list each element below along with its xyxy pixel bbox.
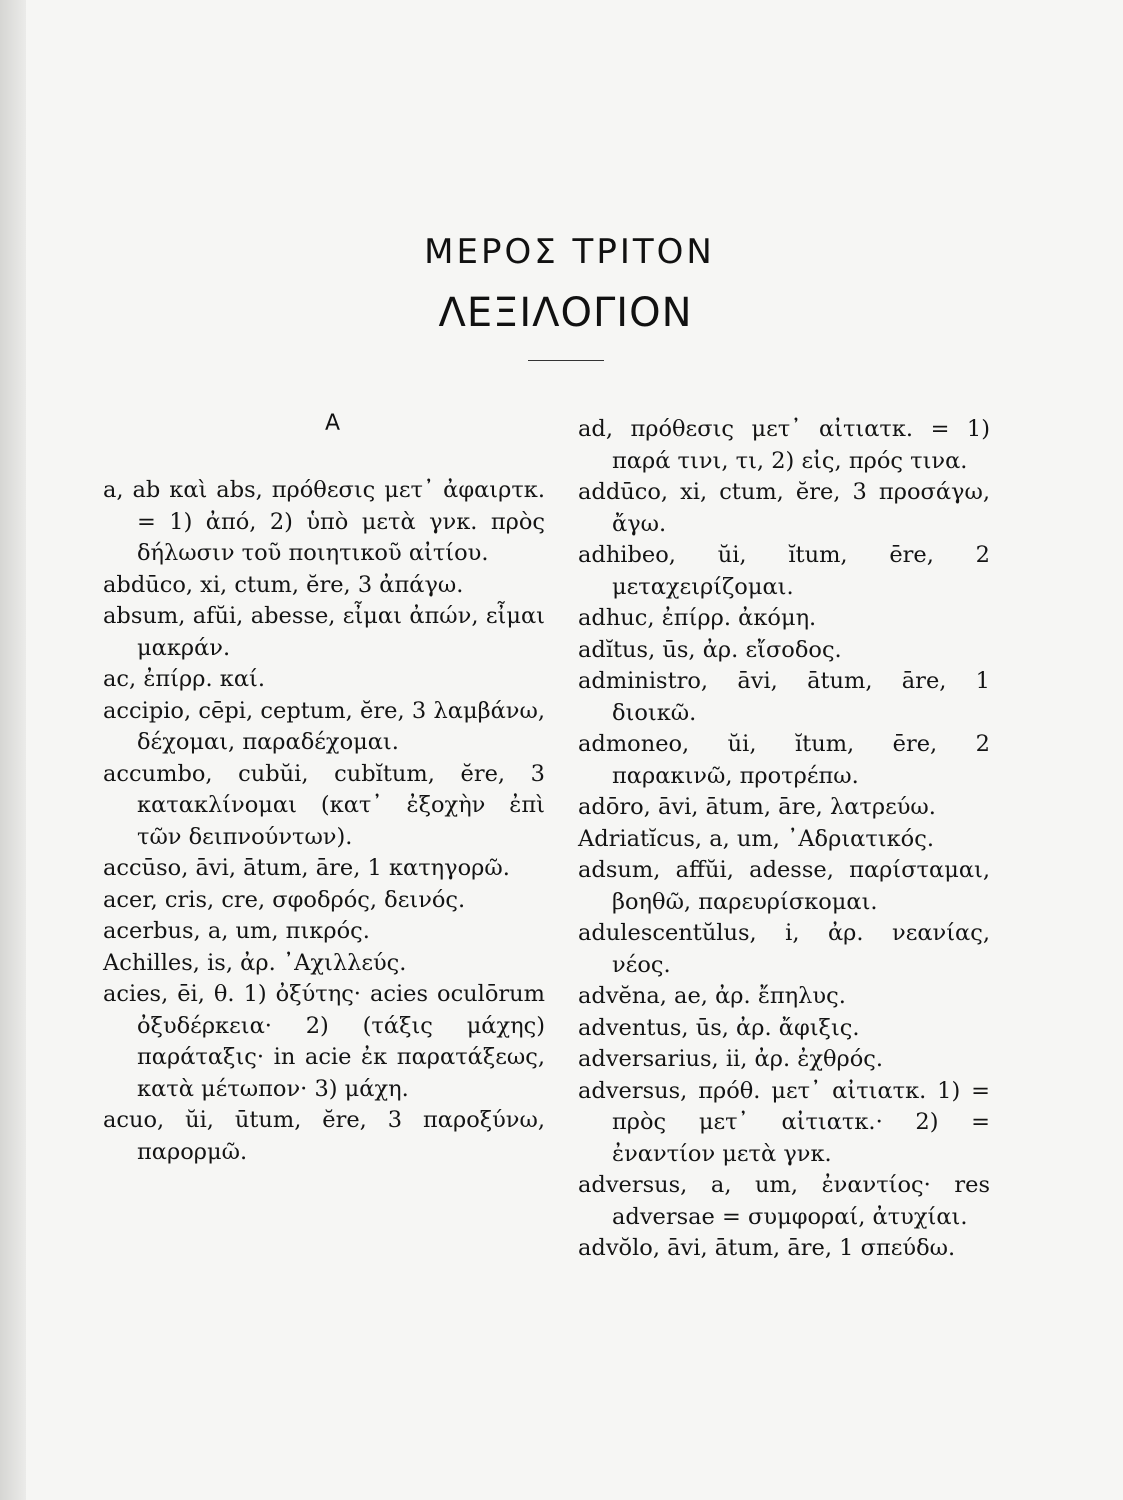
dictionary-entry: abdūco, xi, ctum, ĕre, 3 ἀπάγω.	[103, 571, 464, 598]
dictionary-entry: addūco, xi, ctum, ĕre, 3 προσάγω, ἄγω.	[578, 479, 990, 537]
dictionary-entry: accumbo, cubŭi, cubĭtum, ĕre, 3 κατακλίνομαι (κατ᾽ ἐξοχὴν ἐπὶ τῶν δειπνούντων).	[103, 760, 545, 850]
dictionary-entry: advŏlo, āvi, ātum, āre, 1 σπεύδω.	[578, 1235, 956, 1261]
dictionary-entry: accipio, cēpi, ceptum, ĕre, 3 λαμβάνω, δέχομαι, παραδέχομαι.	[103, 697, 545, 755]
lexicon-title: ΛΕΞΙΛΟΓΙΟΝ	[438, 290, 693, 336]
dictionary-entry: acerbus, a, um, πικρός.	[103, 918, 370, 944]
dictionary-entry: adversus, a, um, ἐναντίος· res adversae = συμφοραί, ἀτυχίαι.	[578, 1172, 990, 1230]
dictionary-entry: ac, ἐπίρρ. καί.	[103, 666, 265, 692]
dictionary-entry: adventus, ūs, ἀρ. ἄφιξις.	[578, 1014, 860, 1041]
dictionary-entry: adōro, āvi, ātum, āre, λατρεύω.	[578, 794, 936, 820]
dictionary-entry: adversus, πρόθ. μετ᾽ αἰτιατκ. 1) = πρὸς μετ᾽ αἰτιατκ.· 2) = ἐναντίον μετὰ γνκ.	[578, 1077, 990, 1167]
dictionary-entry: admoneo, ŭi, ĭtum, ēre, 2 παρακινῶ, προτρέπω.	[578, 731, 990, 789]
book-spine-shadow	[0, 0, 26, 1500]
dictionary-entry: adhuc, ἐπίρρ. ἀκόμη.	[578, 605, 817, 631]
dictionary-entry: adhibeo, ŭi, ĭtum, ēre, 2 μεταχειρίζομαι.	[578, 542, 990, 600]
dictionary-entry: acer, cris, cre, σφοδρός, δεινός.	[103, 886, 466, 913]
dictionary-entry: acuo, ŭi, ūtum, ĕre, 3 παροξύνω, παρορμῶ.	[103, 1107, 545, 1165]
right-column	[578, 414, 990, 1265]
dictionary-entry: ad, πρόθεσις μετ᾽ αἰτιατκ. = 1) παρά τινι, τι, 2) εἰς, πρός τινα.	[578, 416, 990, 474]
dictionary-entry: adĭtus, ūs, ἀρ. εἴσοδος.	[578, 636, 842, 663]
dictionary-entry: adulescentŭlus, i, ἀρ. νεανίας, νέος.	[578, 920, 990, 978]
dictionary-entry: adsum, affŭi, adesse, παρίσταμαι, βοηθῶ, παρευρίσκομαι.	[578, 857, 990, 915]
left-column	[103, 475, 545, 1168]
dictionary-entry: Achilles, is, ἀρ. ᾽Αχιλλεύς.	[103, 949, 407, 976]
dictionary-entry: administro, āvi, ātum, āre, 1 διοικῶ.	[578, 668, 990, 726]
dictionary-entry: absum, afŭi, abesse, εἶμαι ἀπών, εἶμαι μακράν.	[103, 603, 545, 661]
dictionary-entry: adversarius, ii, ἀρ. ἐχθρός.	[578, 1046, 884, 1072]
dictionary-entry: accūso, āvi, ātum, āre, 1 κατηγορῶ.	[103, 855, 510, 881]
dictionary-entry: a, ab καὶ abs, πρόθεσις μετ᾽ ἀφαιρτκ. = 1) ἀπό, 2) ὑπὸ μετὰ γνκ. πρὸς δήλωσιν τοῦ ποιητικοῦ αἰτίου.	[103, 477, 545, 566]
dictionary-entry: Adriatĭcus, a, um, ᾽Αδριατικός.	[578, 825, 934, 852]
section-letter: Α	[325, 411, 341, 436]
title-divider	[528, 360, 604, 361]
dictionary-entry: advĕna, ae, ἀρ. ἔπηλυς.	[578, 983, 846, 1009]
dictionary-entry: acies, ēi, θ. 1) ὀξύτης· acies oculōrum ὀξυδέρκεια· 2) (τάξις μάχης) παράταξις· in acie ἐκ παρατάξεως, κατὰ μέτωπον· 3) μάχη.	[103, 981, 545, 1102]
part-title: ΜΕΡΟΣ ΤΡΙΤΟΝ	[424, 232, 715, 272]
